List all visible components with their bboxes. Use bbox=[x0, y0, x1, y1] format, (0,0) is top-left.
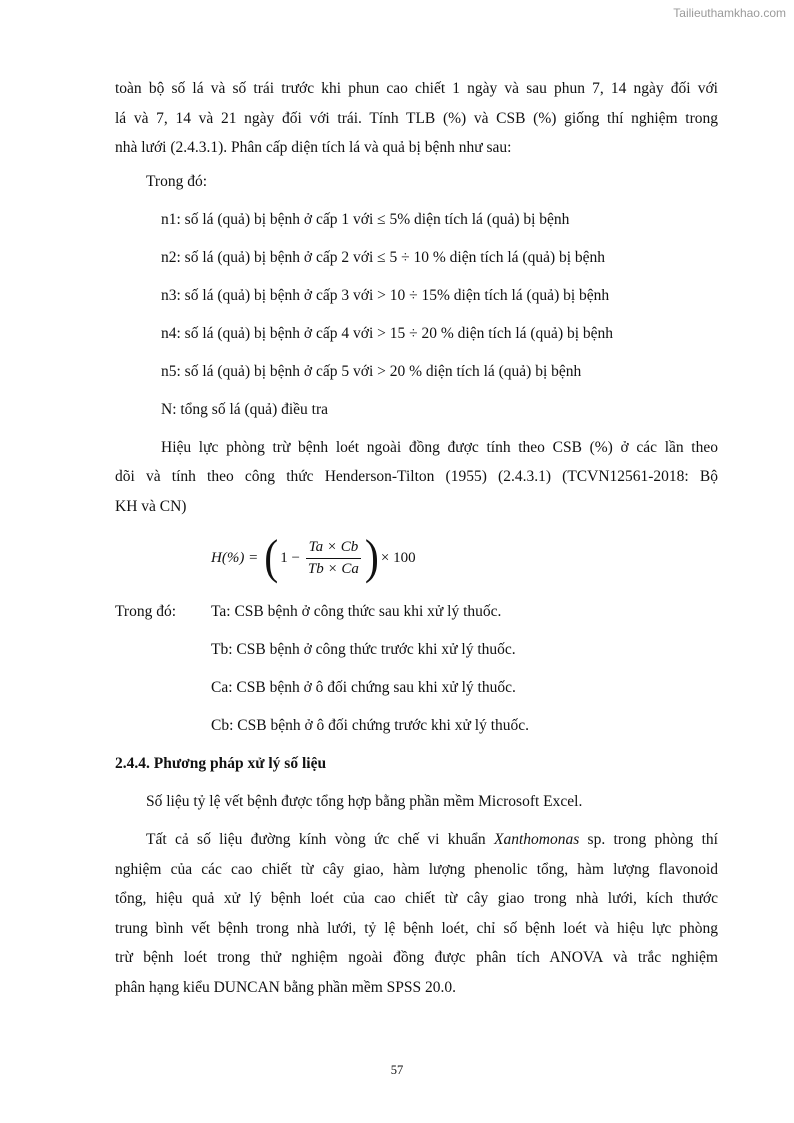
text-line: tổng, hiệu quả xử lý bệnh loét của cao chiết từ cây giao trong nhà lưới, kích thước bbox=[115, 890, 718, 907]
text-line: trừ bệnh loét trong thử nghiệm ngoài đồng được phân tích ANOVA và trắc nghiệm bbox=[115, 949, 718, 966]
italic-genus: Xanthomonas bbox=[494, 831, 580, 848]
formula-one-minus: 1 − bbox=[280, 549, 300, 566]
formula-open-paren: ( bbox=[264, 531, 279, 585]
level-item: n3: số lá (quả) bị bệnh ở cấp 3 với > 10 ÷ 15% diện tích lá (quả) bị bệnh bbox=[161, 286, 610, 304]
text-line: Hiệu lực phòng trừ bệnh loét ngoài đồng được tính theo CSB (%) ở các lần theo bbox=[161, 438, 718, 456]
formula-denominator: Tb × Ca bbox=[307, 560, 359, 577]
formula-numerator: Ta × Cb bbox=[306, 539, 362, 559]
text-line: trung bình vết bệnh trong nhà lưới, tỷ lệ bệnh loét, chỉ số bệnh loét và hiệu lực phòng bbox=[115, 919, 718, 937]
definition-text: Ta: CSB bệnh ở công thức sau khi xử lý thuốc. bbox=[211, 603, 502, 620]
level-item: n2: số lá (quả) bị bệnh ở cấp 2 với ≤ 5 ÷ 10 % diện tích lá (quả) bị bệnh bbox=[161, 248, 606, 266]
definitions bbox=[115, 593, 718, 745]
text-line: dõi và tính theo công thức Henderson-Tilton (1955) (2.4.3.1) (TCVN12561-2018: Bộ bbox=[115, 468, 718, 485]
intro-paragraph bbox=[115, 74, 718, 163]
where-label: Trong đó: bbox=[146, 172, 208, 190]
formula-times: × 100 bbox=[380, 549, 416, 566]
formula-lhs: H(%) = bbox=[211, 549, 259, 566]
formula-fraction bbox=[305, 539, 362, 578]
text-line: toàn bộ số lá và số trái trước khi phun cao chiết 1 ngày và sau phun 7, 14 ngày đối với bbox=[115, 80, 718, 97]
text-line bbox=[115, 825, 718, 855]
text-line: phân hạng kiểu DUNCAN bằng phần mềm SPSS 20.0. bbox=[115, 978, 456, 996]
henderson-tilton-formula bbox=[211, 533, 718, 583]
text-segment: sp. trong phòng thí bbox=[579, 831, 718, 848]
definition-text: Cb: CSB bệnh ở ô đối chứng trước khi xử lý thuốc. bbox=[211, 717, 529, 734]
page-body bbox=[115, 74, 718, 1002]
text-segment: Tất cả số liệu đường kính vòng ức chế vi khuẩn bbox=[146, 831, 494, 848]
severity-levels bbox=[115, 201, 718, 429]
level-item: n1: số lá (quả) bị bệnh ở cấp 1 với ≤ 5% diện tích lá (quả) bị bệnh bbox=[161, 210, 570, 228]
efficacy-paragraph bbox=[115, 433, 718, 522]
definition-text: Ca: CSB bệnh ở ô đối chứng sau khi xử lý thuốc. bbox=[211, 679, 516, 696]
level-item: n5: số lá (quả) bị bệnh ở cấp 5 với > 20 % diện tích lá (quả) bị bệnh bbox=[161, 362, 582, 380]
level-item: N: tổng số lá (quả) điều tra bbox=[161, 400, 329, 418]
formula-close-paren: ) bbox=[364, 531, 379, 585]
definition-row bbox=[115, 593, 718, 631]
watermark: Tailieuthamkhao.com bbox=[673, 6, 786, 20]
level-item: n4: số lá (quả) bị bệnh ở cấp 4 với > 15 ÷ 20 % diện tích lá (quả) bị bệnh bbox=[161, 324, 614, 342]
text-line: nhà lưới (2.4.3.1). Phân cấp diện tích lá và quả bị bệnh như sau: bbox=[115, 139, 512, 156]
statistics-paragraph bbox=[115, 825, 718, 1002]
text-line: nghiệm của các cao chiết từ cây giao, hàm lượng phenolic tổng, hàm lượng flavonoid bbox=[115, 860, 718, 878]
text-line: lá và 7, 14 và 21 ngày đối với trái. Tính TLB (%) và CSB (%) giống thí nghiệm trong bbox=[115, 109, 718, 127]
definition-text: Tb: CSB bệnh ở công thức trước khi xử lý thuốc. bbox=[211, 641, 516, 658]
excel-sentence: Số liệu tỷ lệ vết bệnh được tổng hợp bằng phần mềm Microsoft Excel. bbox=[146, 793, 583, 810]
page-number: 57 bbox=[390, 1063, 404, 1077]
section-heading: 2.4.4. Phương pháp xử lý số liệu bbox=[115, 755, 327, 772]
text-line: KH và CN) bbox=[115, 497, 187, 515]
definitions-label: Trong đó: bbox=[115, 603, 177, 620]
